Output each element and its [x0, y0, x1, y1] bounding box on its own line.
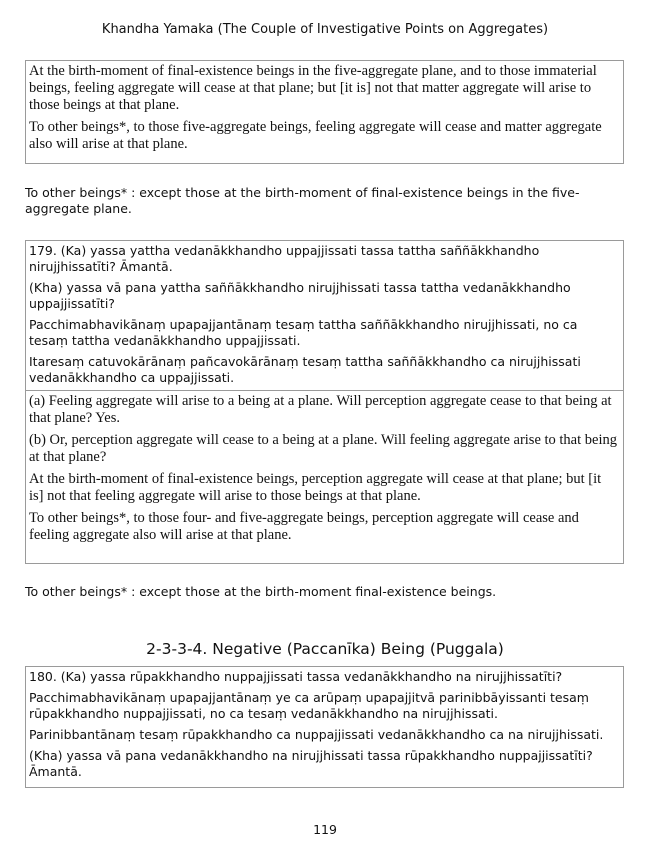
- paragraph: To other beings*, to those five-aggregate beings, feeling aggregate will cease and matter aggregate also will arise at that plane.: [29, 119, 602, 152]
- paragraph: Pacchimabhavikānaṃ upapajjantānaṃ tesaṃ tattha saññākkhandho nirujjhissati, no ca tesaṃ tattha vedanākkhandho uppajjissati.: [29, 317, 578, 348]
- verse-179-box: [25, 240, 624, 564]
- paragraph: (Kha) yassa vā pana vedanākkhandho na nirujjhissati tassa rūpakkhandho nuppajjissatīti? Āmantā.: [29, 748, 593, 779]
- pali-text-section: [26, 241, 623, 391]
- paragraph: Pacchimabhavikānaṃ upapajjantānaṃ ye ca arūpaṃ upapajjitvā parinibbāyissanti tesaṃ rūpakkhandho nuppajjissati, no ca tesaṃ vedanākkhandho na nirujjhissati.: [29, 690, 589, 721]
- paragraph: Parinibbantānaṃ tesaṃ rūpakkhandho ca nuppajjissati vedanākkhandho ca na nirujjhissati.: [29, 727, 604, 742]
- verse-180-box: [25, 666, 624, 788]
- section-heading: 2-3-3-4. Negative (Paccanīka) Being (Puggala): [146, 640, 504, 658]
- paragraph: To other beings*, to those four- and five-aggregate beings, perception aggregate will cease and feeling aggregate also will arise at that plane.: [29, 510, 579, 543]
- paragraph: 179. (Ka) yassa yattha vedanākkhandho uppajjissati tassa tattha saññākkhandho nirujjhissatīti? Āmantā.: [29, 243, 540, 274]
- english-translation-box: [25, 60, 624, 164]
- paragraph: Itaresaṃ catuvokārānaṃ pañcavokārānaṃ tesaṃ tattha saññākkhandho ca nirujjhissati vedanākkhandho ca uppajjissati.: [29, 354, 581, 385]
- english-translation-section: [26, 391, 623, 544]
- paragraph: (Kha) yassa vā pana yattha saññākkhandho nirujjhissati tassa tattha vedanākkhandho uppajjissatīti?: [29, 280, 571, 311]
- paragraph: At the birth-moment of final-existence beings in the five-aggregate plane, and to those immaterial beings, feeling aggregate will cease at that plane; but [it is] not that matter aggregate will arise to those beings at that plane.: [29, 63, 597, 113]
- paragraph: (b) Or, perception aggregate will cease to a being at a plane. Will feeling aggregate arise to that being at that plane?: [29, 432, 617, 465]
- paragraph: At the birth-moment of final-existence beings, perception aggregate will cease at that plane; but [it is] not that feeling aggregate will arise to those beings at that plane.: [29, 471, 602, 504]
- footnote: To other beings* : except those at the birth-moment of final-existence beings in the five-aggregate plane.: [25, 185, 580, 216]
- paragraph: 180. (Ka) yassa rūpakkhandho nuppajjissati tassa vedanākkhandho na nirujjhissatīti?: [29, 669, 563, 684]
- paragraph: (a) Feeling aggregate will arise to a being at a plane. Will perception aggregate cease to that being at that plane? Yes.: [29, 393, 612, 426]
- footnote: To other beings* : except those at the birth-moment final-existence beings.: [25, 584, 497, 599]
- running-header: Khandha Yamaka (The Couple of Investigative Points on Aggregates): [101, 22, 549, 37]
- page-number: 119: [313, 822, 337, 837]
